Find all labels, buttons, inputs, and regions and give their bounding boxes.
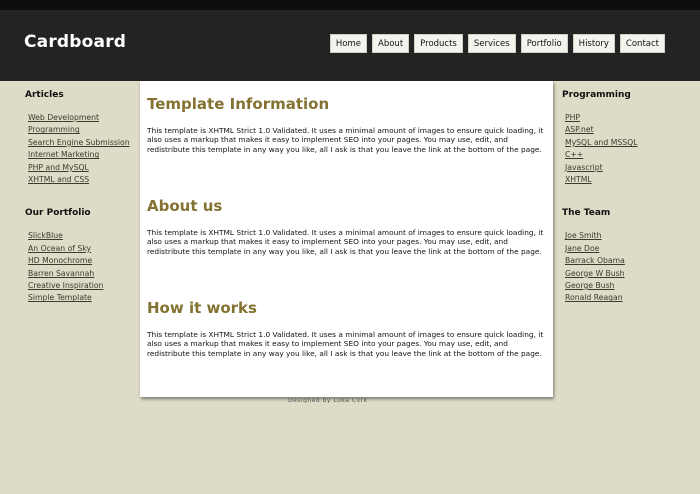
list-item	[28, 265, 155, 277]
list-item	[28, 146, 155, 158]
programming-link-cpp[interactable]: C++	[565, 150, 584, 160]
list-item	[565, 146, 692, 158]
articles-link-internet-marketing[interactable]: Internet Marketing	[28, 150, 100, 160]
team-link-george-bush[interactable]: George Bush	[565, 280, 615, 290]
list-item	[565, 134, 692, 146]
portfolio-link-simple-template[interactable]: Simple Template	[28, 293, 92, 303]
team-link-jane-doe[interactable]: Jane Doe	[565, 243, 600, 253]
section-body: This template is XHTML Strict 1.0 Validated. It uses a minimal amount of images to ensure quick loading, it also uses a markup that makes it easy to implement SEO into your pages. You may use, edit, and redistribute this template in any way you like, all I ask is that you leave the link at the bottom of the page.	[147, 126, 544, 154]
programming-heading: Programming	[562, 90, 631, 100]
list-item	[28, 240, 155, 252]
articles-link-programming[interactable]: Programming	[28, 125, 80, 135]
portfolio-link-hd-monochrome[interactable]: HD Monochrome	[28, 256, 93, 266]
portfolio-link-slickblue[interactable]: SlickBlue	[28, 231, 63, 241]
programming-link-aspnet[interactable]: ASP.net	[565, 125, 594, 135]
right-sidebar	[562, 90, 692, 327]
list-item	[28, 171, 155, 183]
section-body: This template is XHTML Strict 1.0 Validated. It uses a minimal amount of images to ensure quick loading, it also uses a markup that makes it easy to implement SEO into your pages. You may use, edit, and redistribute this template in any way you like, all I ask is that you leave the link at the bottom of the page.	[147, 228, 544, 256]
team-link-joe-smith[interactable]: Joe Smith	[565, 231, 602, 241]
articles-link-seo-submission[interactable]: Search Engine Submission	[28, 137, 130, 147]
nav-home-button[interactable]: Home	[330, 34, 367, 53]
section-template-information	[147, 95, 547, 197]
list-item	[565, 252, 692, 264]
section-title: Template Information	[147, 95, 330, 113]
list-item	[565, 109, 692, 121]
team-link-ronald-reagan[interactable]: Ronald Reagan	[565, 293, 623, 303]
nav-portfolio-button[interactable]: Portfolio	[521, 34, 568, 53]
left-sidebar	[25, 90, 155, 327]
list-item	[565, 277, 692, 289]
portfolio-link-barren-savannah[interactable]: Barren Savannah	[28, 268, 95, 278]
nav-products-button[interactable]: Products	[414, 34, 463, 53]
list-item	[565, 121, 692, 133]
top-bar	[0, 0, 700, 10]
programming-link-javascript[interactable]: Javascript	[565, 162, 603, 172]
articles-link-web-development[interactable]: Web Development	[28, 113, 99, 122]
section-how-it-works	[147, 299, 547, 397]
section-title: How it works	[147, 299, 257, 317]
team-list	[565, 227, 692, 301]
section-about-us	[147, 197, 547, 299]
list-item	[565, 159, 692, 171]
list-item	[28, 134, 155, 146]
programming-link-xhtml[interactable]: XHTML	[565, 174, 592, 184]
articles-link-php-mysql[interactable]: PHP and MySQL	[28, 162, 89, 172]
nav-history-button[interactable]: History	[573, 34, 615, 53]
list-item	[565, 240, 692, 252]
list-item	[28, 109, 155, 121]
nav-services-button[interactable]: Services	[468, 34, 516, 53]
list-item	[565, 171, 692, 183]
portfolio-list	[28, 227, 155, 301]
list-item	[28, 159, 155, 171]
articles-list	[28, 109, 155, 183]
team-heading: The Team	[562, 208, 611, 219]
programming-link-mysql-mssql[interactable]: MySQL and MSSQL	[565, 137, 638, 147]
list-item	[565, 227, 692, 239]
portfolio-link-ocean-of-sky[interactable]: An Ocean of Sky	[28, 243, 92, 253]
list-item	[28, 227, 155, 239]
footer-credit[interactable]: Designed by Luka Cvrk	[288, 398, 368, 403]
list-item	[28, 252, 155, 264]
site-header	[0, 10, 700, 81]
articles-link-xhtml-css[interactable]: XHTML and CSS	[28, 174, 90, 184]
portfolio-link-creative-inspiration[interactable]: Creative Inspiration	[28, 280, 104, 290]
portfolio-heading: Our Portfolio	[25, 208, 91, 219]
main-nav	[330, 34, 665, 53]
team-link-barrack-obama[interactable]: Barrack Obama	[565, 256, 625, 266]
list-item	[565, 265, 692, 277]
list-item	[28, 277, 155, 289]
list-item	[565, 289, 692, 301]
nav-contact-button[interactable]: Contact	[620, 34, 665, 53]
list-item	[28, 289, 155, 301]
section-body: This template is XHTML Strict 1.0 Validated. It uses a minimal amount of images to ensure quick loading, it also uses a markup that makes it easy to implement SEO into your pages. You may use, edit, and redistribute this template in any way you like, all I ask is that you leave the link at the bottom of the page.	[147, 330, 544, 358]
programming-list	[565, 109, 692, 183]
programming-link-php[interactable]: PHP	[565, 113, 581, 122]
section-title: About us	[147, 197, 223, 215]
list-item	[28, 121, 155, 133]
site-title[interactable]: Cardboard	[24, 32, 127, 52]
nav-about-button[interactable]: About	[372, 34, 409, 53]
articles-heading: Articles	[25, 90, 64, 100]
team-link-george-w-bush[interactable]: George W Bush	[565, 268, 625, 278]
main-content	[140, 81, 553, 397]
